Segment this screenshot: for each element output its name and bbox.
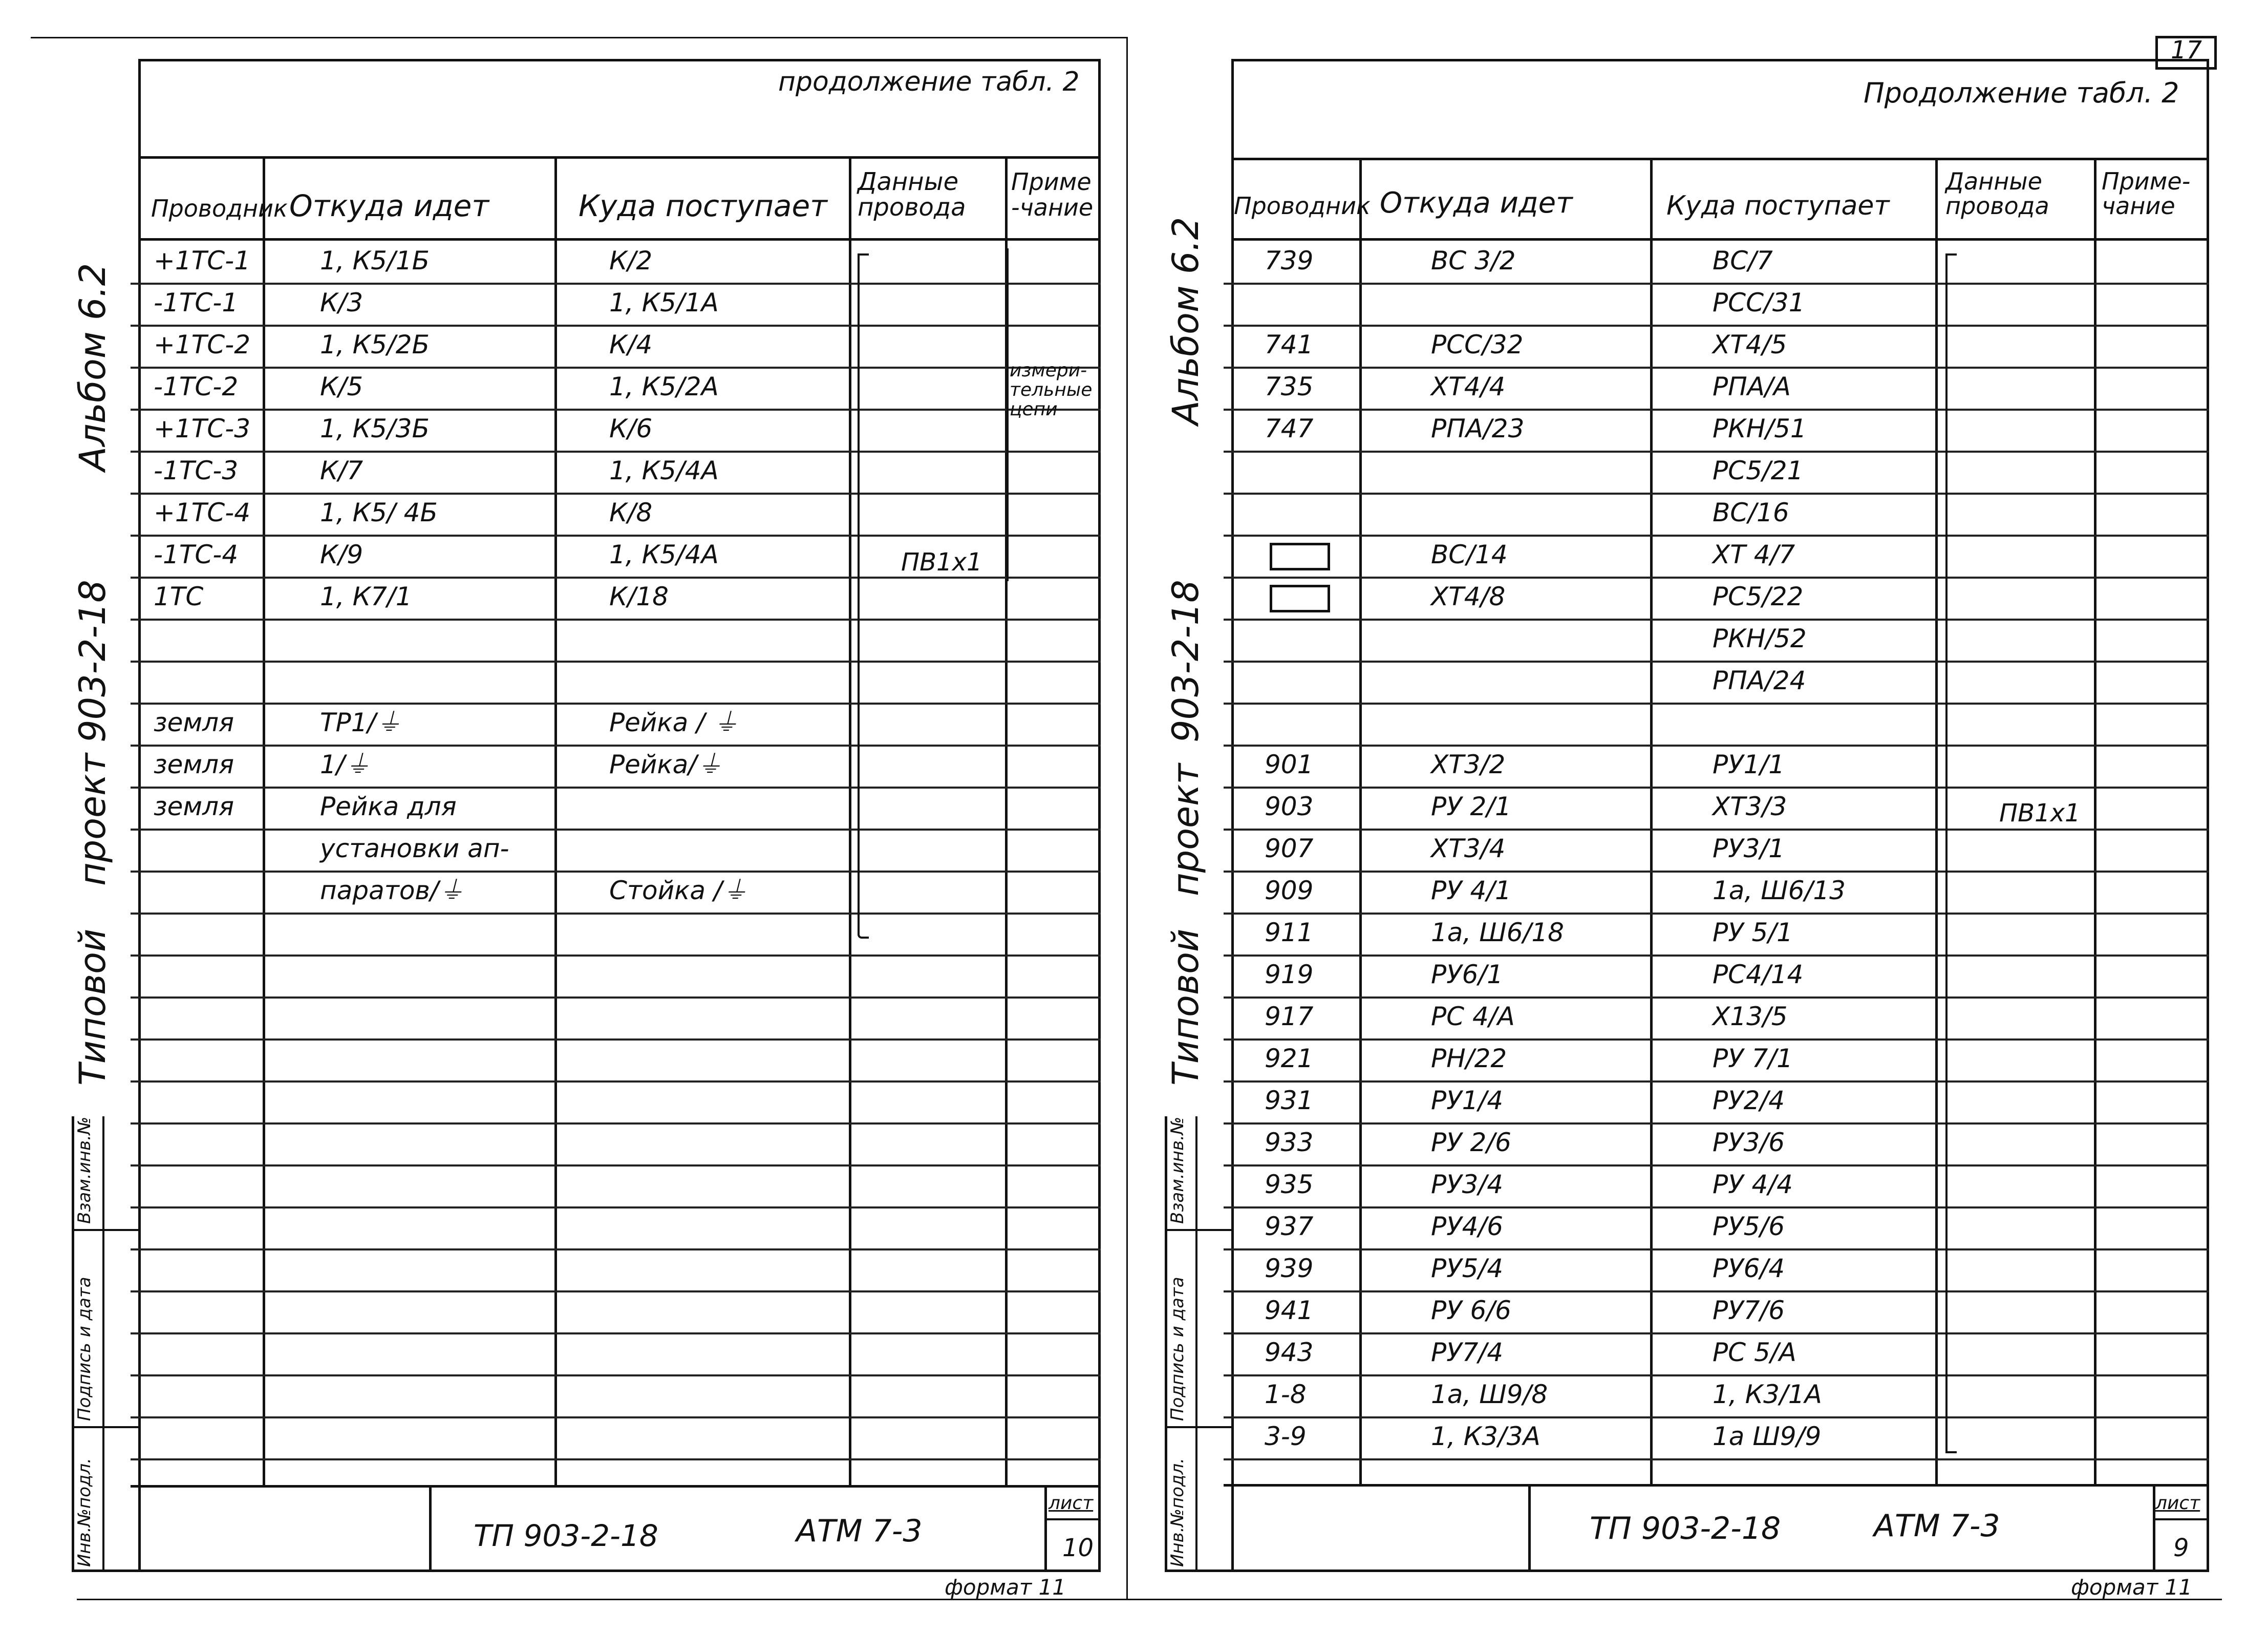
row-conductor: 739 bbox=[1265, 246, 1314, 275]
row-to: РПА/А bbox=[1713, 372, 1791, 401]
row-line bbox=[131, 1206, 1101, 1208]
row-to: К/4 bbox=[609, 330, 653, 359]
row-to: РКН/52 bbox=[1713, 624, 1807, 653]
right-wire-data: ПВ1х1 bbox=[1999, 799, 2081, 828]
right-side-project: проект bbox=[1165, 763, 1207, 896]
row-conductor: 741 bbox=[1265, 330, 1314, 359]
left-tb-sheet-sep bbox=[1044, 1518, 1101, 1520]
left-stamp-sep-2 bbox=[72, 1426, 138, 1428]
row-from: РУ5/4 bbox=[1431, 1254, 1504, 1283]
row-conductor: 901 bbox=[1265, 750, 1314, 779]
row-line bbox=[1224, 996, 2209, 999]
right-wire-bracket bbox=[1945, 253, 1957, 1453]
right-tb-sep-1 bbox=[1528, 1484, 1531, 1572]
row-line bbox=[1224, 703, 2209, 705]
left-frame-bottom bbox=[72, 1570, 1101, 1572]
row-line bbox=[131, 829, 1101, 831]
row-conductor: 943 bbox=[1265, 1338, 1314, 1367]
right-side-album: Альбом 6.2 bbox=[1165, 217, 1207, 425]
row-to: РУ2/4 bbox=[1713, 1086, 1785, 1115]
row-conductor: земля bbox=[154, 750, 234, 779]
row-line bbox=[1224, 1248, 2209, 1250]
right-stamp-sep-1 bbox=[1165, 1229, 1231, 1231]
row-from: К/5 bbox=[320, 372, 363, 401]
row-from: ХТ4/8 bbox=[1431, 582, 1506, 611]
row-to: 1, К5/2А bbox=[609, 372, 719, 401]
row-to: Рейка/⏚ bbox=[609, 750, 723, 779]
row-to: ВС/16 bbox=[1713, 498, 1789, 527]
row-from: 1, К5/1Б bbox=[320, 246, 430, 275]
row-line bbox=[1224, 451, 2209, 453]
row-conductor: 931 bbox=[1265, 1086, 1314, 1115]
left-side-album: Альбом 6.2 bbox=[72, 263, 114, 471]
row-line bbox=[1224, 1290, 2209, 1292]
row-line bbox=[1224, 325, 2209, 327]
row-from: ВС 3/2 bbox=[1431, 246, 1516, 275]
right-format: формат 11 bbox=[2071, 1575, 2192, 1600]
row-line bbox=[131, 577, 1101, 579]
right-header-bottom bbox=[1231, 238, 2209, 241]
row-line bbox=[131, 1080, 1101, 1083]
row-from: 1а, Ш6/18 bbox=[1431, 918, 1564, 947]
row-line bbox=[131, 871, 1101, 873]
row-line bbox=[131, 409, 1101, 411]
left-header-top bbox=[138, 156, 1101, 159]
row-line bbox=[131, 535, 1101, 537]
row-conductor: 1-8 bbox=[1265, 1380, 1307, 1409]
row-to: РС4/14 bbox=[1713, 960, 1804, 989]
row-line bbox=[1224, 787, 2209, 789]
row-to: РУ 7/1 bbox=[1713, 1044, 1793, 1073]
row-line bbox=[1224, 1206, 2209, 1208]
row-to: РУ6/4 bbox=[1713, 1254, 1785, 1283]
right-col-sep-3 bbox=[1935, 158, 1938, 1484]
left-header-from: Откуда идет bbox=[289, 188, 489, 223]
row-to: ВС/7 bbox=[1713, 246, 1773, 275]
row-line bbox=[131, 1416, 1101, 1418]
row-to: 1, К5/4А bbox=[609, 540, 719, 569]
right-continuation: Продолжение табл. 2 bbox=[1864, 77, 2179, 109]
right-tb-sheet: 9 bbox=[2173, 1534, 2189, 1562]
right-stamp-replace: Взам.инв.№ bbox=[1167, 1116, 1188, 1224]
row-to: РУ 4/4 bbox=[1713, 1170, 1793, 1199]
right-table-bottom bbox=[1224, 1484, 2209, 1487]
row-line bbox=[131, 1290, 1101, 1292]
right-col-sep-2 bbox=[1650, 158, 1653, 1484]
left-frame-right bbox=[1098, 59, 1101, 1572]
left-format: формат 11 bbox=[945, 1575, 1066, 1600]
row-to: К/18 bbox=[609, 582, 669, 611]
row-line bbox=[1224, 283, 2209, 285]
left-header-conductor: Проводник bbox=[151, 195, 288, 222]
sheet-divider bbox=[1126, 37, 1128, 1599]
right-header-wire: Данные провода bbox=[1945, 167, 2049, 220]
row-line bbox=[1224, 1416, 2209, 1418]
row-from: РУ 2/6 bbox=[1431, 1128, 1511, 1157]
row-from: К/9 bbox=[320, 540, 363, 569]
row-conductor: 1ТС bbox=[154, 582, 204, 611]
row-conductor: 933 bbox=[1265, 1128, 1314, 1157]
row-from: ВС/14 bbox=[1431, 540, 1508, 569]
row-conductor: +1ТС-3 bbox=[154, 414, 251, 443]
right-tb-code: ТП 903-2-18 bbox=[1590, 1511, 1781, 1546]
row-to: РПА/24 bbox=[1713, 666, 1806, 695]
row-line bbox=[131, 1038, 1101, 1041]
row-line bbox=[131, 913, 1101, 915]
row-from: К/3 bbox=[320, 288, 363, 317]
row-from: ХТ4/4 bbox=[1431, 372, 1506, 401]
left-frame-top bbox=[138, 59, 1101, 61]
row-from: РН/22 bbox=[1431, 1044, 1507, 1073]
bottom-edge bbox=[77, 1599, 2222, 1600]
row-line bbox=[131, 325, 1101, 327]
row-from: РПА/23 bbox=[1431, 414, 1525, 443]
row-from: 1, К3/3А bbox=[1431, 1422, 1540, 1451]
left-wire-bracket bbox=[858, 253, 869, 939]
row-line bbox=[131, 703, 1101, 705]
left-header-bottom bbox=[138, 238, 1101, 241]
row-to: К/2 bbox=[609, 246, 653, 275]
row-conductor: -1ТС-3 bbox=[154, 456, 239, 485]
row-to: К/8 bbox=[609, 498, 653, 527]
left-col-sep-1 bbox=[263, 156, 265, 1485]
row-to: РС5/21 bbox=[1713, 456, 1804, 485]
left-header-note: Приме-чание bbox=[1011, 168, 1094, 221]
left-side-typical: Типовой bbox=[72, 928, 114, 1086]
right-tb-sheet-sep bbox=[2153, 1518, 2207, 1520]
row-line bbox=[1224, 1038, 2209, 1041]
row-line bbox=[131, 493, 1101, 495]
left-continuation: продолжение табл. 2 bbox=[778, 67, 1080, 97]
row-to: РУ1/1 bbox=[1713, 750, 1785, 779]
row-from: установки ап- bbox=[320, 834, 509, 863]
row-conductor: 939 bbox=[1265, 1254, 1314, 1283]
row-conductor: земля bbox=[154, 708, 234, 737]
row-line bbox=[131, 745, 1101, 747]
row-line bbox=[1224, 535, 2209, 537]
left-wire-data: ПВ1х1 bbox=[901, 548, 982, 577]
right-stamp-inv: Инв.№подл. bbox=[1167, 1458, 1188, 1567]
row-from: ТР1/⏚ bbox=[320, 708, 402, 737]
right-frame-bottom bbox=[1165, 1570, 2209, 1572]
row-conductor: -1ТС-4 bbox=[154, 540, 239, 569]
row-from: РСС/32 bbox=[1431, 330, 1524, 359]
row-conductor: -1ТС-1 bbox=[154, 288, 239, 317]
row-line bbox=[1224, 1080, 2209, 1083]
row-line bbox=[131, 787, 1101, 789]
row-to: РУ 5/1 bbox=[1713, 918, 1793, 947]
row-from: 1а, Ш9/8 bbox=[1431, 1380, 1548, 1409]
row-line bbox=[1224, 661, 2209, 663]
right-header-from: Откуда идет bbox=[1380, 186, 1573, 220]
row-line bbox=[1224, 1458, 2209, 1460]
left-tb-code: ТП 903-2-18 bbox=[474, 1518, 658, 1553]
row-line bbox=[131, 1374, 1101, 1376]
row-from: ХТ3/4 bbox=[1431, 834, 1506, 863]
left-tb-sep-2 bbox=[1044, 1485, 1047, 1572]
row-line bbox=[1224, 1374, 2209, 1376]
row-line bbox=[1224, 955, 2209, 957]
row-to: РС 5/А bbox=[1713, 1338, 1796, 1367]
row-conductor: 941 bbox=[1265, 1296, 1314, 1325]
row-from: РУ3/4 bbox=[1431, 1170, 1504, 1199]
right-side-code: 903-2-18 bbox=[1165, 580, 1207, 743]
left-tb-sheet-label: лист bbox=[1049, 1493, 1094, 1514]
row-conductor: 907 bbox=[1265, 834, 1314, 863]
row-conductor: 735 bbox=[1265, 372, 1314, 401]
row-line bbox=[1224, 913, 2209, 915]
right-side-typical: Типовой bbox=[1165, 928, 1207, 1086]
row-to: 1а Ш9/9 bbox=[1713, 1422, 1822, 1451]
row-conductor: 921 bbox=[1265, 1044, 1314, 1073]
row-line bbox=[1224, 409, 2209, 411]
row-line bbox=[1224, 1332, 2209, 1334]
row-line bbox=[1224, 577, 2209, 579]
row-line bbox=[1224, 493, 2209, 495]
row-to: РКН/51 bbox=[1713, 414, 1807, 443]
left-table-bottom bbox=[131, 1485, 1101, 1488]
row-conductor: 909 bbox=[1265, 876, 1314, 905]
row-line bbox=[1224, 367, 2209, 369]
right-frame-right bbox=[2207, 59, 2209, 1572]
right-header-top bbox=[1231, 158, 2209, 160]
row-conductor: 937 bbox=[1265, 1212, 1314, 1241]
right-tb-drawing: АТМ 7-3 bbox=[1874, 1508, 2000, 1544]
row-to: 1, К5/1А bbox=[609, 288, 719, 317]
row-conductor: +1ТС-2 bbox=[154, 330, 251, 359]
top-edge-left bbox=[31, 37, 1126, 38]
row-to: РУ3/1 bbox=[1713, 834, 1785, 863]
row-from: ХТ3/2 bbox=[1431, 750, 1506, 779]
left-stamp-replace: Взам.инв.№ bbox=[74, 1116, 95, 1224]
row-to: РУ7/6 bbox=[1713, 1296, 1785, 1325]
right-col-sep-1 bbox=[1359, 158, 1362, 1484]
right-header-to: Куда поступает bbox=[1666, 190, 1890, 221]
row-line bbox=[131, 996, 1101, 999]
row-from: 1/⏚ bbox=[320, 750, 371, 779]
row-from: паратов/⏚ bbox=[320, 876, 464, 905]
row-line bbox=[1224, 619, 2209, 621]
left-header-to: Куда поступает bbox=[579, 188, 827, 223]
row-from: 1, К5/2Б bbox=[320, 330, 430, 359]
left-stamp-inner bbox=[102, 1116, 104, 1572]
page-number: 17 bbox=[2171, 36, 2202, 65]
left-tb-sep-1 bbox=[429, 1485, 432, 1572]
row-conductor: -1ТС-2 bbox=[154, 372, 239, 401]
right-header-note: Приме-чание bbox=[2102, 167, 2191, 220]
row-to: РУ5/6 bbox=[1713, 1212, 1785, 1241]
row-to: Стойка /⏚ bbox=[609, 876, 748, 905]
row-line bbox=[131, 1248, 1101, 1250]
row-line bbox=[1224, 1122, 2209, 1125]
row-line bbox=[131, 955, 1101, 957]
row-to: РСС/31 bbox=[1713, 288, 1805, 317]
row-to: К/6 bbox=[609, 414, 653, 443]
row-from: 1, К5/3Б bbox=[320, 414, 430, 443]
row-line bbox=[1224, 829, 2209, 831]
right-frame-left bbox=[1231, 59, 1234, 1572]
row-line bbox=[131, 367, 1101, 369]
row-conductor: 747 bbox=[1265, 414, 1314, 443]
right-stamp-sep-2 bbox=[1165, 1426, 1231, 1428]
row-line bbox=[131, 283, 1101, 285]
left-frame-left bbox=[138, 59, 141, 1572]
row-from: 1, К7/1 bbox=[320, 582, 412, 611]
left-stamp-sign: Подпись и дата bbox=[74, 1277, 95, 1421]
left-header-wire: Данные провода bbox=[858, 167, 966, 222]
left-tb-sheet: 10 bbox=[1062, 1534, 1094, 1562]
row-to: РС5/22 bbox=[1713, 582, 1804, 611]
row-from: РУ7/4 bbox=[1431, 1338, 1504, 1367]
row-from: РУ1/4 bbox=[1431, 1086, 1504, 1115]
blank-box-icon bbox=[1270, 585, 1330, 612]
left-tb-drawing: АТМ 7-3 bbox=[796, 1513, 923, 1549]
blank-box-icon bbox=[1270, 543, 1330, 570]
row-to: 1а, Ш6/13 bbox=[1713, 876, 1846, 905]
row-conductor: 917 bbox=[1265, 1002, 1314, 1031]
row-from: РУ 2/1 bbox=[1431, 792, 1511, 821]
right-stamp-inner bbox=[1195, 1116, 1197, 1572]
row-from: РУ4/6 bbox=[1431, 1212, 1504, 1241]
row-conductor: 3-9 bbox=[1265, 1422, 1307, 1451]
left-side-project: проект bbox=[72, 753, 114, 886]
row-to: РУ3/6 bbox=[1713, 1128, 1785, 1157]
row-from: К/7 bbox=[320, 456, 363, 485]
row-line bbox=[1224, 1164, 2209, 1167]
left-stamp-inv: Инв.№подл. bbox=[74, 1458, 95, 1567]
row-line bbox=[131, 1332, 1101, 1334]
row-to: ХТ3/3 bbox=[1713, 792, 1787, 821]
row-conductor: 919 bbox=[1265, 960, 1314, 989]
row-to: ХТ4/5 bbox=[1713, 330, 1787, 359]
row-line bbox=[1224, 745, 2209, 747]
row-from: РУ 6/6 bbox=[1431, 1296, 1511, 1325]
row-conductor: 911 bbox=[1265, 918, 1314, 947]
row-line bbox=[131, 451, 1101, 453]
row-from: РС 4/А bbox=[1431, 1002, 1515, 1031]
right-col-sep-4 bbox=[2094, 158, 2096, 1484]
row-to: ХТ 4/7 bbox=[1713, 540, 1795, 569]
row-from: РУ 4/1 bbox=[1431, 876, 1511, 905]
left-note: измери-тельные цепи bbox=[1010, 360, 1093, 420]
row-conductor: земля bbox=[154, 792, 234, 821]
right-frame-top bbox=[1231, 59, 2209, 61]
row-to: 1, К5/4А bbox=[609, 456, 719, 485]
right-header-conductor: Проводник bbox=[1234, 192, 1371, 220]
left-side-code: 903-2-18 bbox=[72, 580, 114, 743]
left-col-sep-2 bbox=[554, 156, 557, 1485]
row-conductor: 935 bbox=[1265, 1170, 1314, 1199]
row-conductor: 903 bbox=[1265, 792, 1314, 821]
row-line bbox=[131, 661, 1101, 663]
row-from: РУ6/1 bbox=[1431, 960, 1504, 989]
row-from: Рейка для bbox=[320, 792, 457, 821]
row-line bbox=[131, 1458, 1101, 1460]
row-line bbox=[131, 1164, 1101, 1167]
row-to: 1, К3/1А bbox=[1713, 1380, 1822, 1409]
right-tb-sheet-label: лист bbox=[2155, 1493, 2200, 1514]
row-line bbox=[1224, 871, 2209, 873]
row-to: Рейка / ⏚ bbox=[609, 708, 739, 737]
row-line bbox=[131, 619, 1101, 621]
row-to: Х13/5 bbox=[1713, 1002, 1788, 1031]
row-from: 1, К5/ 4Б bbox=[320, 498, 438, 527]
left-stamp-sep-1 bbox=[72, 1229, 138, 1231]
row-line bbox=[131, 1122, 1101, 1125]
left-col-sep-3 bbox=[849, 156, 851, 1485]
row-conductor: +1ТС-4 bbox=[154, 498, 251, 527]
right-stamp-sign: Подпись и дата bbox=[1167, 1277, 1188, 1421]
row-conductor: +1ТС-1 bbox=[154, 246, 251, 275]
